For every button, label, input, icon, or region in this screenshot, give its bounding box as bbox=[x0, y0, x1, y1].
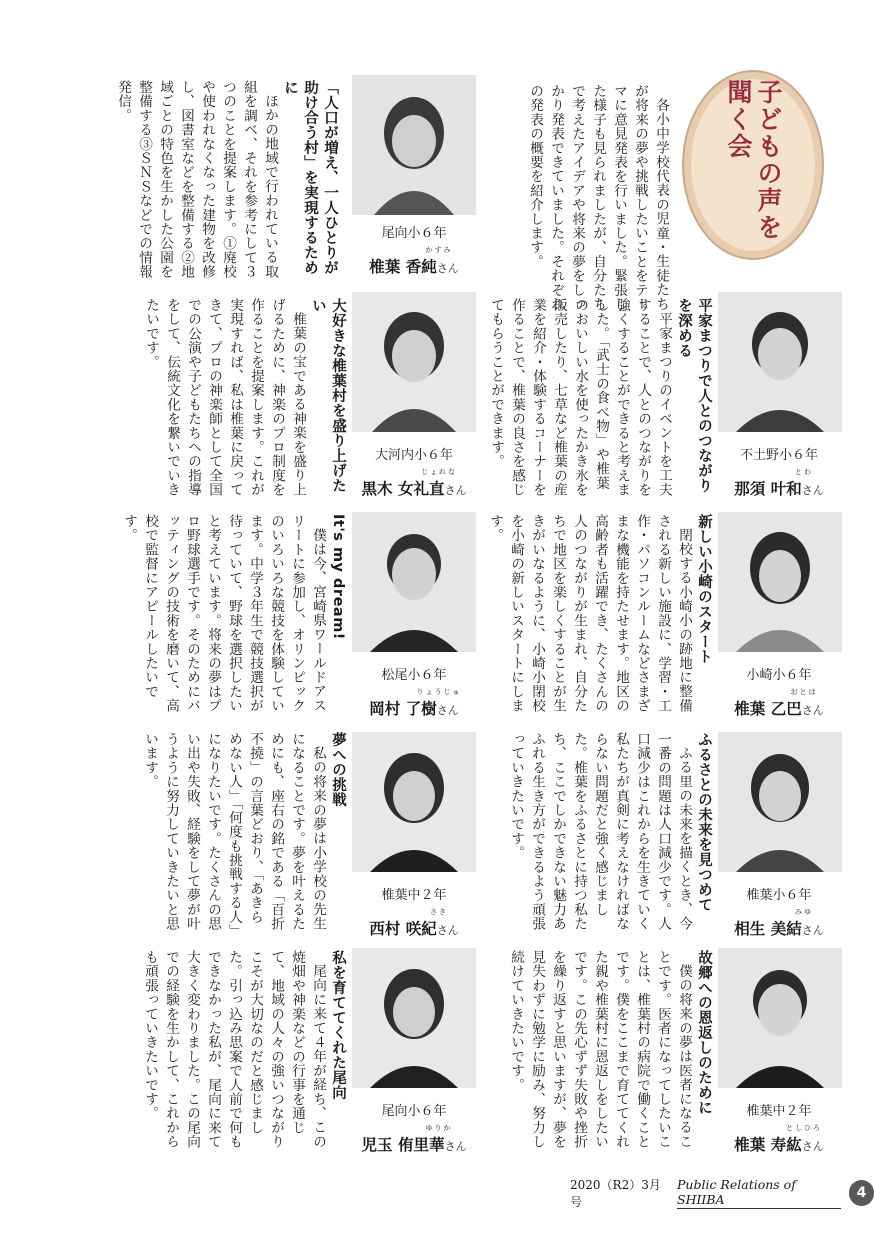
caption-aioi-miyu: 椎葉小６年 みゆ 相生 美結さん bbox=[734, 888, 824, 938]
photo-shiiba-otoha bbox=[718, 512, 842, 652]
speech-heading: 私を育ててくれた尾向 bbox=[330, 950, 346, 1100]
speech-heading: 夢への挑戦 bbox=[330, 732, 346, 807]
photo-kodama-yurika bbox=[352, 948, 476, 1088]
title-badge bbox=[682, 70, 824, 260]
photo-nasu-towa bbox=[718, 292, 842, 432]
caption-shiiba-kasumi: 尾向小６年 かすみ 椎葉 香純さん bbox=[369, 226, 459, 276]
speech-heading: 「人口が増え、一人ひとりが助け合う村」を実現するために bbox=[282, 80, 338, 275]
speech-heading: ふるさとの未来を見つめて bbox=[696, 732, 712, 912]
photo-shiiba-kasumi bbox=[352, 75, 476, 215]
caption-nasu-towa: 不土野小６年 とわ 那須 叶和さん bbox=[734, 448, 824, 498]
caption-kuroki-jorena: 大河内小６年 じょれな 黒木 女礼直さん bbox=[361, 448, 467, 498]
page-title: 子どもの声を聞く会 bbox=[724, 79, 783, 241]
speech-heading: 平家まつりで人とのつながりを深める bbox=[676, 298, 712, 493]
speech-kodama-yurika: 私を育ててくれた尾向 尾向に来て４年が経ち、この焼畑や神楽などの行事を通じて、地域の人々の強いつながりこそが大切なのだと感じました。引っ込み思案で人前で何もできなかった私が、尾向に来て大きく変わりました。この尾向での経験を生かして、これからも頑張っていきたいです。 bbox=[112, 950, 348, 1155]
caption-kodama-yurika: 尾向小６年 ゆりか 児玉 侑里華さん bbox=[361, 1104, 467, 1154]
page-footer bbox=[570, 1176, 874, 1210]
photo-kuroki-jorena bbox=[352, 292, 476, 432]
photo-nishimura-saki bbox=[352, 732, 476, 872]
intro-text: 各小中学校代表の児童・生徒たちが将来の夢や挑戦したいことをテーマに意見発表を行いました。緊張した様子も見られましたが、自分たちで考えたアイデアや将来の夢をしっかり発表できていました。それぞれの発表の概要を紹介します。 bbox=[527, 84, 669, 312]
speech-shiiba-kasumi: 「人口が増え、一人ひとりが助け合う村」を実現するために ほかの地域で行われている取組を調べ、それを参考にして３つのことを提案します。①廃校や使われなくなった建物を改修し、図書室などを整備する②地域ごとの特色を生かした公園を整備する③ＳＮＳなどでの情報発信。 bbox=[115, 80, 338, 279]
speech-heading: It's my dream! bbox=[330, 514, 346, 640]
photo-shiiba-toshihiro bbox=[718, 948, 842, 1088]
speech-nasu-towa: 平家まつりで人とのつながりを深める 平家まつりのイベントを工夫することで、人とのつながりを強くすることができると考えました。「武士の食べ物」や椎葉のおいしい水を使ったかき氷を販売したり、七草など椎葉の産業を紹介・体験するコーナーを作ることで、椎葉の良さを感じてもらうことができます。 bbox=[488, 298, 712, 497]
speech-heading: 大好きな椎葉村を盛り上げたい bbox=[310, 298, 346, 493]
speech-nishimura-saki: 夢への挑戦 私の将来の夢は小学校の先生になることです。夢を叶えるためにも、座右の銘である「百折不撓」の言葉どおり、「あきらめない人」「何度も挑戦する人」になりたいです。たくさんの思い出や失敗、経験をして夢が叶うように努力していきたいと思います。 bbox=[112, 732, 348, 937]
caption-okamura-ryoju: 松尾小６年 りょうじゅ 岡村 了樹さん bbox=[369, 668, 462, 718]
page-number: 4 bbox=[849, 1180, 874, 1206]
issue-date: 2020（R2）3月号 bbox=[570, 1178, 661, 1209]
speech-kuroki-jorena: 大好きな椎葉村を盛り上げたい 椎葉の宝である神楽を盛り上げるために、神楽のプロ制度を作ることを提案します。これが実現すれば、私は椎葉に戻ってきて、プロの神楽師として全国での公演や子どもたちへの指導をして、伝統文化を繋いでいきたいです。 bbox=[143, 298, 346, 497]
speech-okamura-ryoju: It's my dream! 僕は今、宮崎県ワールドアスリートに参加し、オリンピックのいろいろな競技を体験しています。中学３年生で競技選択が待っていて、野球を選択したいと考えています。将来の夢はプロ野球選手です。そのためにバッティングの技術を磨いて、高校で監督にアピールしたいです。 bbox=[112, 514, 348, 719]
speech-heading: 故郷への恩返しのために bbox=[696, 950, 712, 1115]
speech-shiiba-otoha: 新しい小崎のスタート 閉校する小崎小の跡地に整備される新しい施設に、学習・工作・パソコンルームなどさまざまな機能を持たせます。地区の高齢者も活躍でき、たくさんの人のつながりが生まれ、自分たちで地区を楽しくすることが生きがいなるように、小崎小閉校を小崎の新しいスタートにします。 bbox=[478, 514, 714, 719]
caption-shiiba-otoha: 小崎小６年 おとは 椎葉 乙巴さん bbox=[734, 668, 824, 718]
caption-shiiba-toshihiro: 椎葉中２年 としひろ 椎葉 寿紘さん bbox=[734, 1104, 824, 1154]
publication-brand: Public Relations of SHIIBA bbox=[677, 1177, 841, 1209]
speech-aioi-miyu: ふるさとの未来を見つめて ふる里の未来を描くとき、今一番の問題は人口減少です。人口減少はこれからを生きていく私たちが真剣に考えなければならない問題だと強く感じました。椎葉をふるさとに持つ私たち、ここでしかできない魅力あふれる生き方ができるよう頑張っていきたいです。 bbox=[478, 732, 714, 937]
speech-shiiba-toshihiro: 故郷への恩返しのために 僕の将来の夢は医者になることです。医者になってしたいことは、椎葉村の病院で働くことです。僕をここまで育ててくれた親や椎葉村に恩返しをしたいです。この先心ずず失敗や挫折を繰り返すと思いますが、夢を見失わずに勉学に励み、努力し続けていきたいです。 bbox=[478, 950, 714, 1155]
caption-nishimura-saki: 椎葉中２年 さき 西村 咲紀さん bbox=[369, 888, 459, 938]
photo-aioi-miyu bbox=[718, 732, 842, 872]
speech-heading: 新しい小崎のスタート bbox=[696, 514, 712, 664]
photo-okamura-ryoju bbox=[352, 512, 476, 652]
